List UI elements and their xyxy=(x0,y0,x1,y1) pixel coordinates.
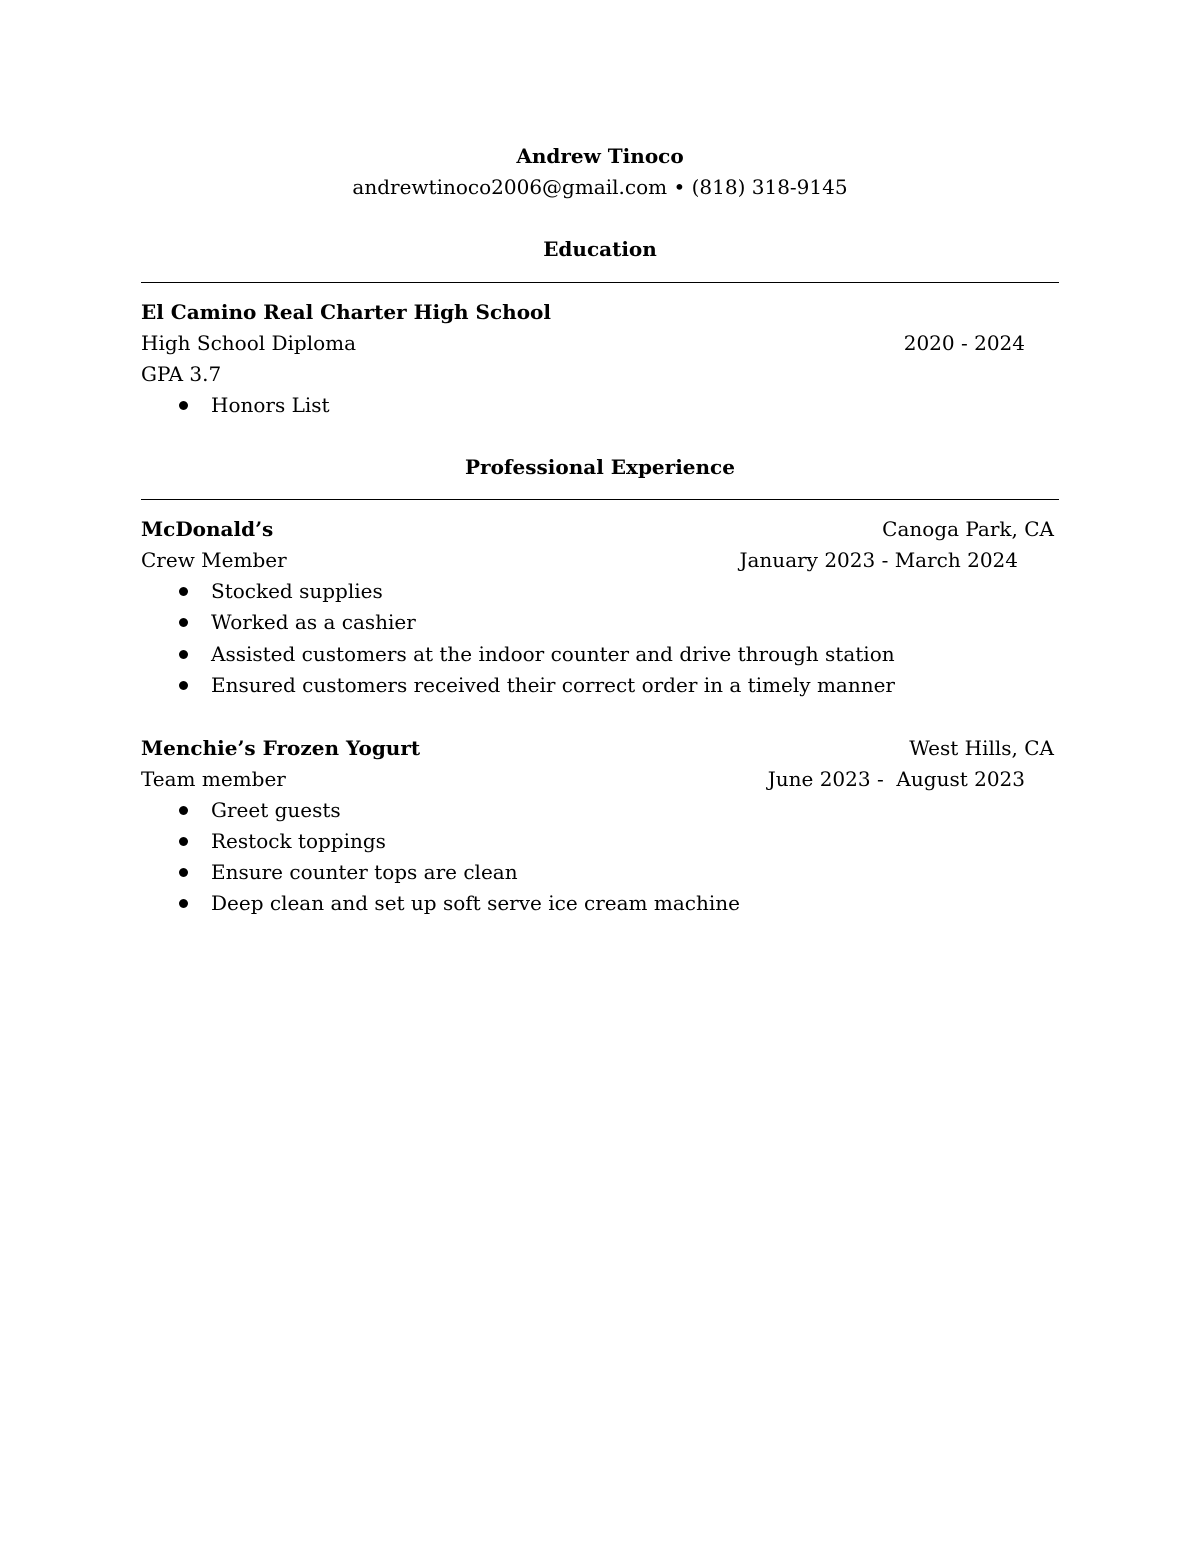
degree: High School Diploma xyxy=(141,331,357,355)
bullet-text: Deep clean and set up soft serve ice cream machine xyxy=(211,891,740,915)
bullet-icon xyxy=(179,806,188,815)
job-title: Team member xyxy=(141,767,286,791)
experience-heading: Professional Experience xyxy=(465,455,735,479)
bullet-text: Stocked supplies xyxy=(211,579,383,603)
bullet-icon xyxy=(179,899,188,908)
candidate-name: Andrew Tinoco xyxy=(516,144,684,168)
employer-name: McDonald’s xyxy=(141,517,274,541)
school-name: El Camino Real Charter High School xyxy=(141,300,551,324)
employer-name: Menchie’s Frozen Yogurt xyxy=(141,736,421,760)
job-dates: June 2023 - August 2023 xyxy=(767,767,1025,791)
bullet-text: Restock toppings xyxy=(211,829,386,853)
bullet-icon xyxy=(179,401,188,410)
bullet-text: Honors List xyxy=(211,393,330,417)
bullet-text: Worked as a cashier xyxy=(211,610,416,634)
job-location: West Hills, CA xyxy=(909,736,1054,760)
job-location: Canoga Park, CA xyxy=(882,517,1054,541)
gpa: GPA 3.7 xyxy=(141,362,222,386)
education-dates: 2020 - 2024 xyxy=(903,331,1025,355)
bullet-icon xyxy=(179,868,188,877)
bullet-icon xyxy=(179,618,188,627)
bullet-icon xyxy=(179,587,188,596)
education-divider xyxy=(141,282,1059,283)
job-dates: January 2023 - March 2024 xyxy=(739,548,1018,572)
contact-line: andrewtinoco2006@gmail.com • (818) 318-9145 xyxy=(352,175,848,199)
job-title: Crew Member xyxy=(141,548,287,572)
bullet-icon xyxy=(179,681,188,690)
experience-divider xyxy=(141,499,1059,500)
bullet-text: Assisted customers at the indoor counter and drive through station xyxy=(211,642,895,666)
bullet-text: Ensure counter tops are clean xyxy=(211,860,518,884)
education-heading: Education xyxy=(543,237,657,261)
bullet-icon xyxy=(179,650,188,659)
bullet-icon xyxy=(179,837,188,846)
bullet-text: Greet guests xyxy=(211,798,341,822)
bullet-text: Ensured customers received their correct order in a timely manner xyxy=(211,673,895,697)
